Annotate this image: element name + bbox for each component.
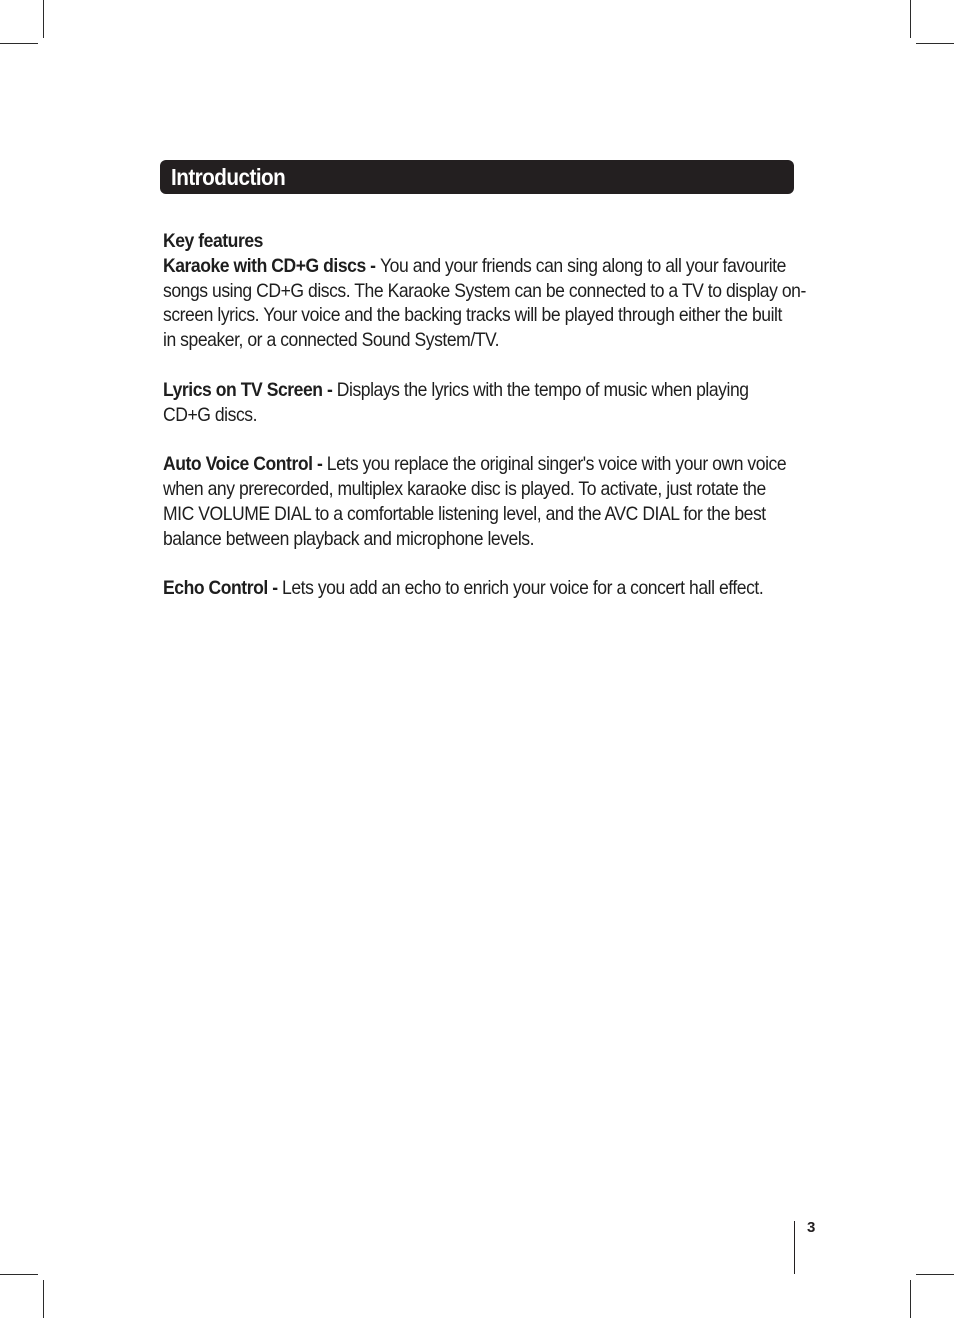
crop-mark-top-right-vertical — [910, 0, 911, 38]
feature-lead: Echo Control - — [163, 577, 283, 600]
feature-line: MIC VOLUME DIAL to a comfortable listening level, and the AVC DIAL for the best — [163, 502, 766, 525]
feature-line: screen lyrics. Your voice and the backing tracks will be played through either the built — [163, 304, 782, 327]
feature-auto-voice-control — [163, 452, 811, 551]
crop-mark-top-left-vertical — [43, 0, 44, 38]
feature-line: balance between playback and microphone levels. — [163, 527, 535, 550]
feature-text: Displays the lyrics with the tempo of music when playing — [336, 378, 749, 401]
feature-karaoke-cdg — [163, 254, 811, 353]
feature-lead: Karaoke with CD+G discs - — [163, 254, 381, 277]
feature-lyrics-on-tv — [163, 378, 811, 428]
feature-line: in speaker, or a connected Sound System/TV. — [163, 329, 500, 352]
feature-line — [163, 254, 811, 279]
feature-lead: Lyrics on TV Screen - — [163, 378, 337, 401]
feature-line — [163, 452, 811, 477]
crop-mark-bottom-right-horizontal — [916, 1274, 954, 1275]
key-features-content — [163, 229, 811, 626]
crop-mark-top-left-horizontal — [0, 43, 38, 44]
feature-line — [163, 378, 811, 403]
section-header-bar — [160, 160, 794, 194]
feature-text: You and your friends can sing along to all your favourite — [380, 254, 786, 277]
page-number: 3 — [807, 1219, 816, 1236]
crop-mark-bottom-left-vertical — [43, 1280, 44, 1318]
feature-lead: Auto Voice Control - — [163, 453, 327, 476]
feature-line — [163, 576, 811, 601]
page-number-divider — [794, 1221, 795, 1274]
feature-line: when any prerecorded, multiplex karaoke disc is played. To activate, just rotate the — [163, 477, 766, 500]
crop-mark-bottom-left-horizontal — [0, 1274, 38, 1275]
feature-text: Lets you replace the original singer's voice with your own voice — [326, 453, 787, 476]
key-features-heading: Key features — [163, 230, 263, 252]
crop-mark-bottom-right-vertical — [910, 1280, 911, 1318]
feature-echo-control — [163, 576, 811, 601]
section-title: Introduction — [171, 164, 286, 190]
crop-mark-top-right-horizontal — [916, 43, 954, 44]
feature-text: Lets you add an echo to enrich your voice for a concert hall effect. — [282, 577, 764, 600]
feature-line: songs using CD+G discs. The Karaoke System can be connected to a TV to display on- — [163, 279, 806, 302]
feature-line: CD+G discs. — [163, 403, 258, 426]
